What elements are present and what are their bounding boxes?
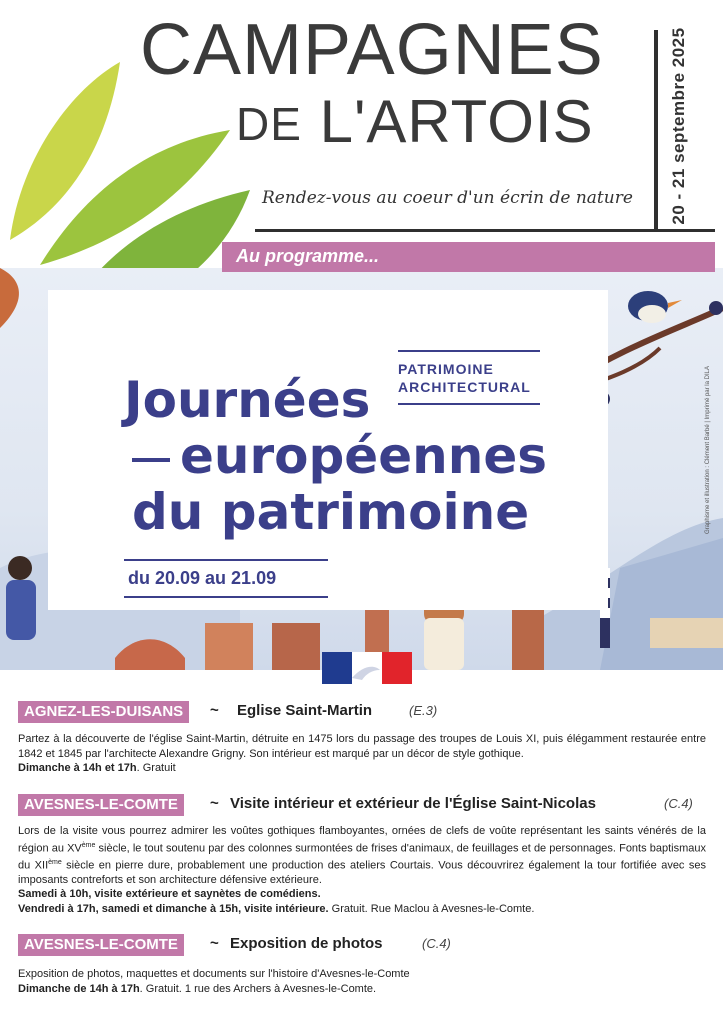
event-body-3 <box>18 967 706 996</box>
event-town-1: AGNEZ-LES-DUISANS <box>18 701 189 723</box>
brand-title-artois: L'ARTOIS <box>319 88 594 155</box>
tagline: Rendez-vous au coeur d'un écrin de nature <box>262 188 633 208</box>
event-separator-1: ~ <box>210 702 219 719</box>
event-schedule-2a-bold: Samedi à 10h, visite extérieure et saynètes de comédiens. <box>18 888 321 901</box>
event-title-3: Exposition de photos <box>230 935 383 952</box>
brand-title-de: DE <box>236 98 302 150</box>
event-schedule-3-rest: . Gratuit. 1 rue des Archers à Avesnes-le-Comte. <box>139 982 377 995</box>
brand-title-line1: CAMPAGNES <box>140 10 604 90</box>
poster-title-line1: Journées <box>124 371 371 429</box>
event-schedule-3 <box>18 982 706 997</box>
event-desc-2a: Lors de la visite vous pourrez admirer les voûtes gothiques flamboyantes, ornées de clefs de voûte représentant les saints vénérés de la région au XV <box>18 825 706 855</box>
poster-tag-line1: PATRIMOINE <box>398 361 494 377</box>
poster-title-line2: européennes <box>180 427 547 485</box>
event-schedule-1-rest: . Gratuit <box>136 762 176 774</box>
event-title-1: Eglise Saint-Martin <box>237 702 373 719</box>
poster-tag-line-top <box>398 350 540 352</box>
event-desc-2c: siècle en pierre dure, probablement une production des ateliers Courtais. Vous découvrirez également la tour fortifiée avec ses imposants contreforts et son architecture défensive extérieure. <box>18 859 706 886</box>
event-dates-text: 20 - 21 septembre 2025 <box>669 27 688 225</box>
program-label: Au programme... <box>236 246 380 266</box>
poster-dates: du 20.09 au 21.09 <box>128 568 277 588</box>
poster-credit <box>700 360 716 540</box>
event-title-2: Visite intérieur et extérieur de l'Église Saint-Nicolas <box>230 795 596 812</box>
event-body-2 <box>18 824 706 916</box>
poster-credit-text: Graphisme et illustration : Clément Barbé | Imprimé par la DILA <box>705 366 711 534</box>
event-ref-2: (C.4) <box>664 796 693 811</box>
poster-title <box>124 372 547 540</box>
poster-dates-line-bottom <box>124 596 328 598</box>
event-town-3: AVESNES-LE-COMTE <box>18 934 184 956</box>
event-desc-1: Partez à la découverte de l'église Saint-Martin, détruite en 1475 lors du passage des troupes de Louis XI, puis élégamment restaurée entre 1842 et 1845 par l'architecte Alexandre Grigny. Son intérieur est marqué par un décor de style gothique. <box>18 733 706 760</box>
poster-tag-line2: ARCHITECTURAL <box>398 379 531 395</box>
republic-flag-logo <box>322 652 412 684</box>
poster-title-line2-wrap <box>124 428 547 484</box>
poster-dash <box>132 458 170 462</box>
event-town-2: AVESNES-LE-COMTE <box>18 794 184 816</box>
event-schedule-2a <box>18 887 706 902</box>
header-divider-vertical <box>654 30 658 230</box>
event-separator-2: ~ <box>210 795 219 812</box>
event-desc-2-sup-a: ème <box>81 841 96 849</box>
event-separator-3: ~ <box>210 935 219 952</box>
event-desc-2 <box>18 824 706 887</box>
event-schedule-3-bold: Dimanche de 14h à 17h <box>18 982 140 995</box>
event-desc-2b: siècle, le tout soutenu par des colonnes surmontées de frises d'animaux, de feuillages et de personnages. Fonts baptismaux du XII <box>18 842 706 872</box>
event-schedule-2b <box>18 902 706 917</box>
event-schedule-1-bold: Dimanche à 14h et 17h <box>18 762 137 774</box>
poster-dates-line-top <box>124 559 328 561</box>
event-desc-3: Exposition de photos, maquettes et documents sur l'histoire d'Avesnes-le-Comte <box>18 968 410 980</box>
event-body-1 <box>18 732 706 776</box>
event-ref-3: (C.4) <box>422 936 451 951</box>
event-schedule-2b-rest: Gratuit. Rue Maclou à Avesnes-le-Comte. <box>328 902 535 915</box>
header-divider-horizontal <box>255 229 715 232</box>
event-dates-vertical <box>662 20 696 232</box>
poster-title-line3: du patrimoine <box>132 483 530 541</box>
event-ref-1: (E.3) <box>409 703 438 718</box>
event-schedule-2b-bold: Vendredi à 17h, samedi et dimanche à 15h, visite intérieure. <box>18 902 329 915</box>
program-banner <box>222 242 715 272</box>
brand-title-line2 <box>236 88 594 155</box>
event-schedule-1 <box>18 761 706 776</box>
event-desc-2-sup-b: ème <box>48 858 62 866</box>
